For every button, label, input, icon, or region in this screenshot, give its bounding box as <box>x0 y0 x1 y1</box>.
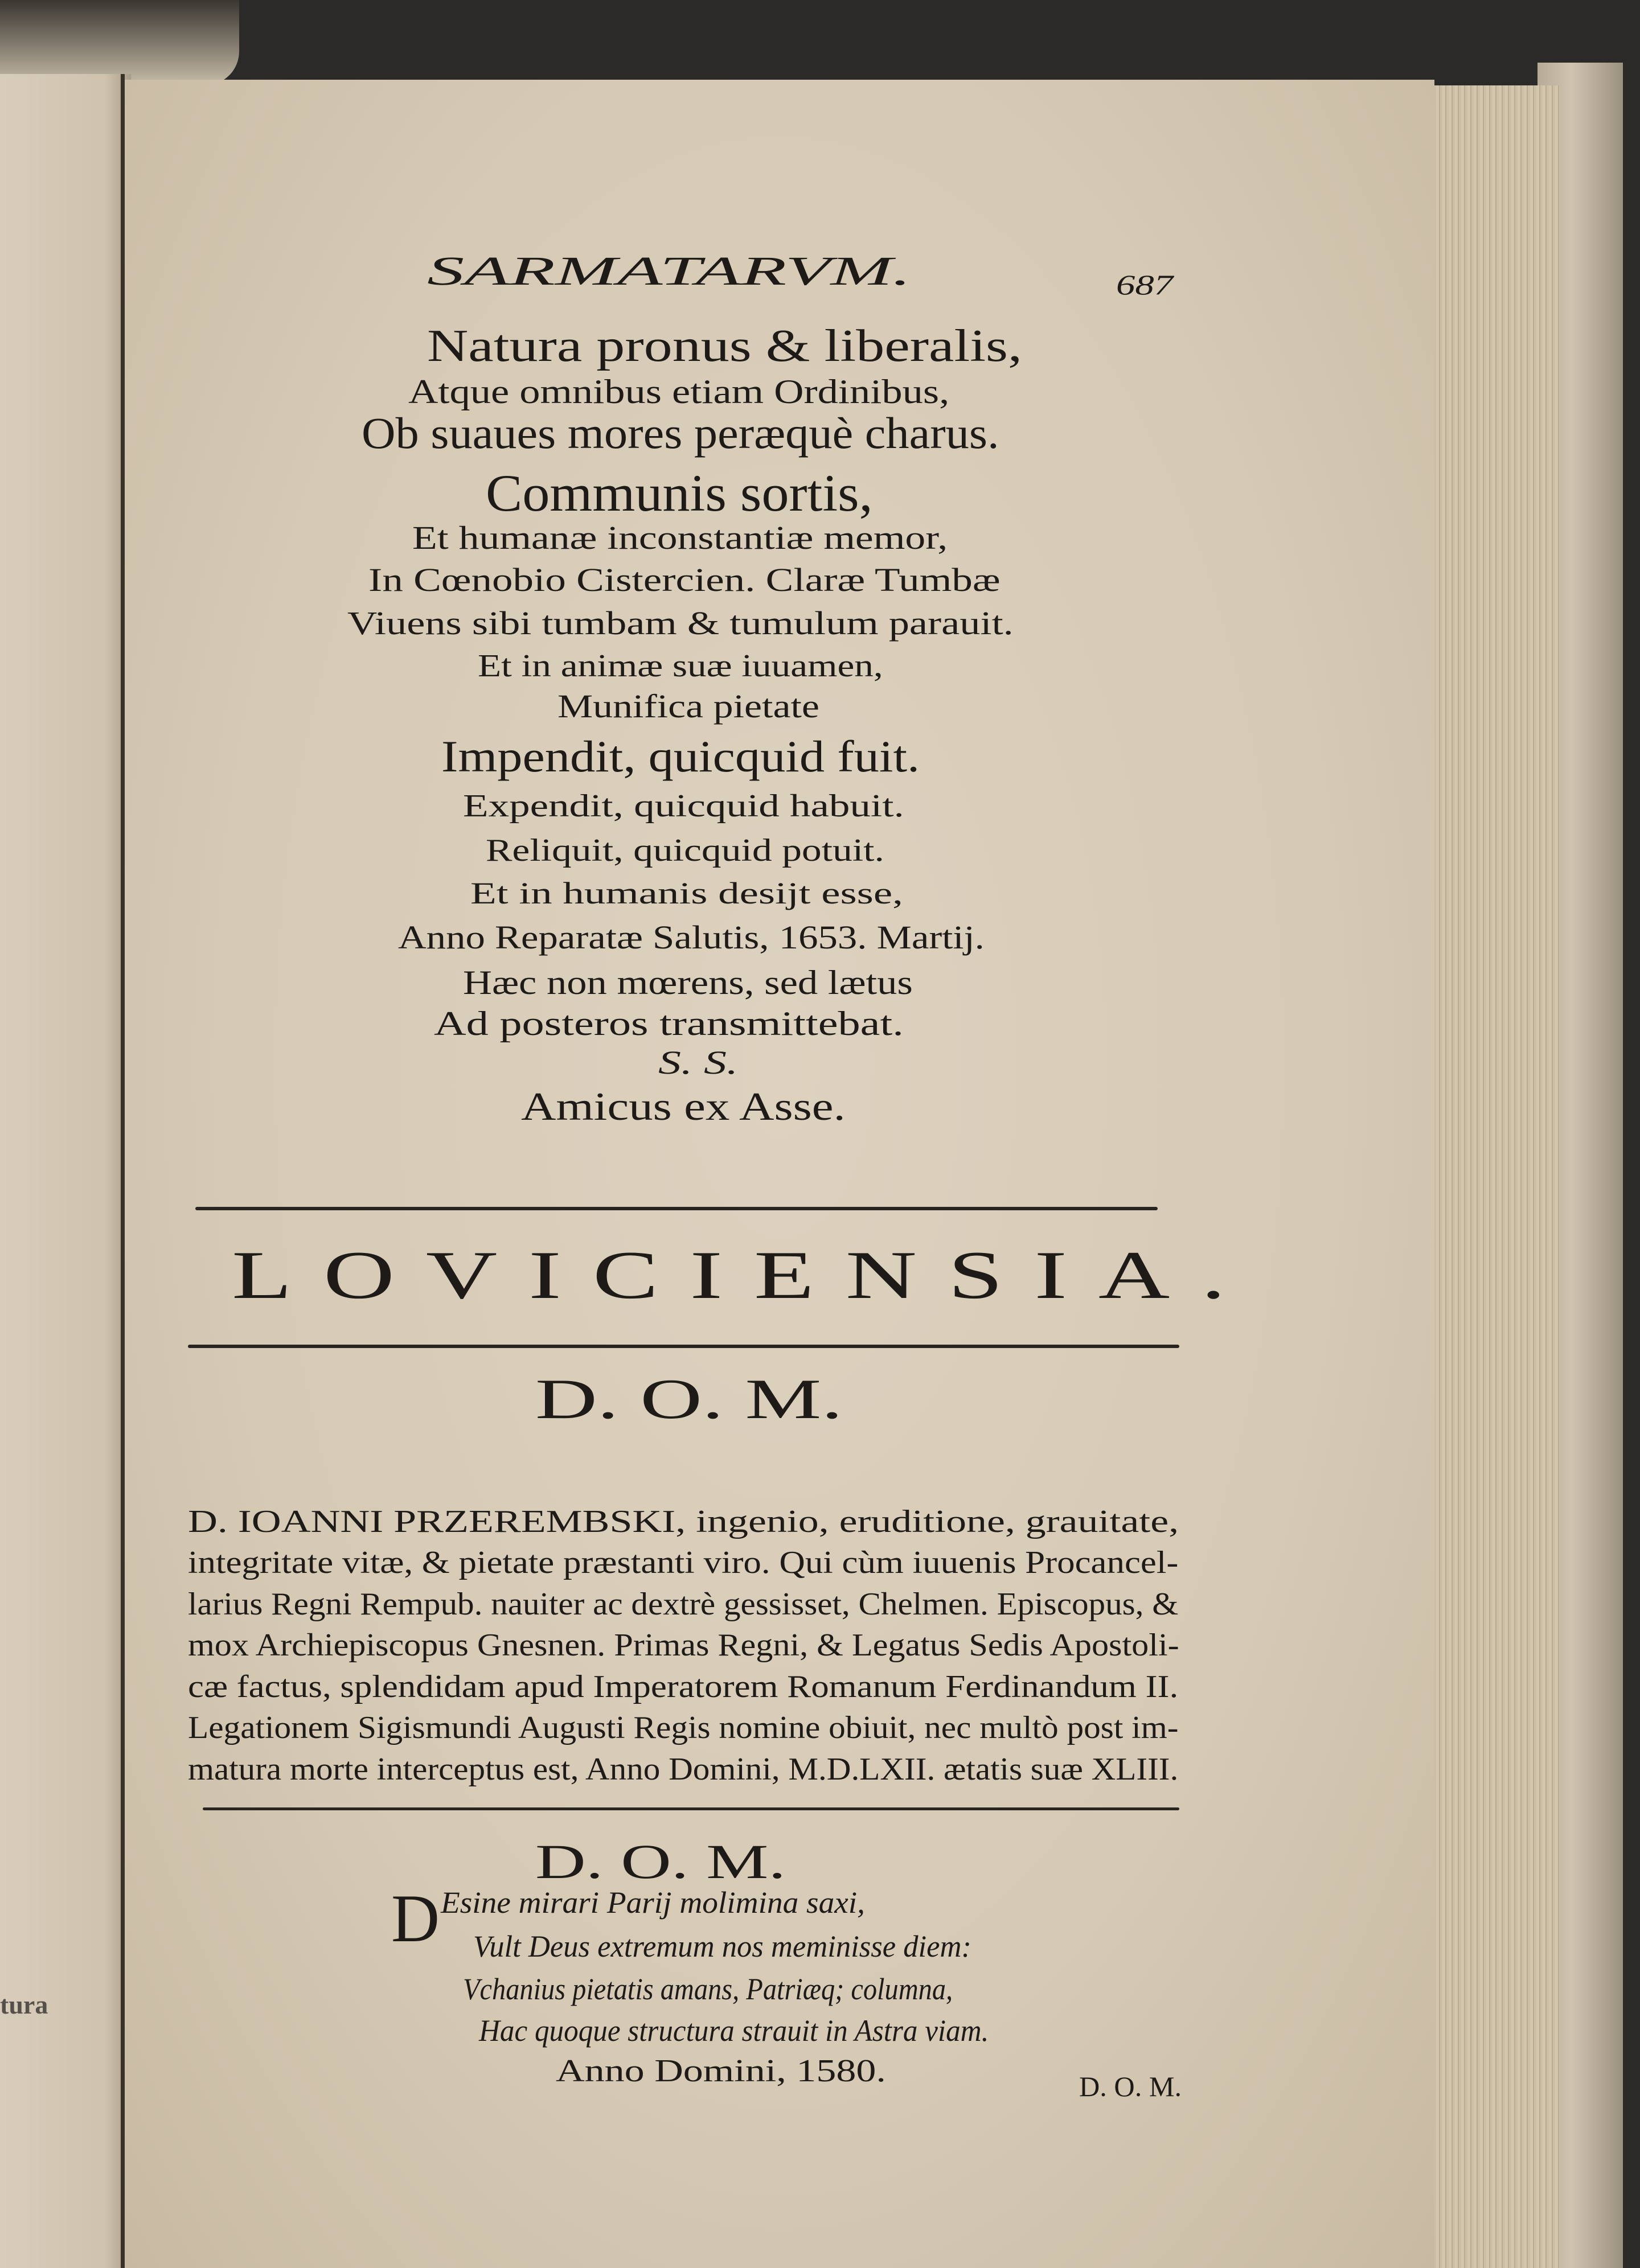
divider-rule <box>188 1345 1179 1348</box>
inscription-line: cæ factus, splendidam apud Imperatorem Romanum Ferdinandum II. <box>188 1669 1179 1704</box>
running-head: SARMATARVM. <box>427 248 911 294</box>
right-page <box>125 80 1434 2268</box>
book-gutter <box>121 74 125 2268</box>
epitaph-line: S. S. <box>658 1044 738 1081</box>
drop-cap-initial: D <box>391 1880 440 1956</box>
epitaph-line: Et in humanis desijt esse, <box>470 876 903 910</box>
epitaph-line: Ad posteros transmittebat. <box>434 1005 904 1042</box>
poem-line: Vult Deus extremum nos meminisse diem: <box>473 1929 971 1963</box>
inscription-line: larius Regni Rempub. nauiter ac dextrè gessisset, Chelmen. Episcopus, & <box>188 1587 1179 1622</box>
epitaph-line: Amicus ex Asse. <box>521 1085 846 1129</box>
page-edges <box>1424 85 1560 2268</box>
poem-line: Hac quoque structura strauit in Astra viam. <box>479 2014 989 2048</box>
epitaph-line: Impendit, quicquid fuit. <box>441 732 920 781</box>
inscription-line: D. IOANNI PRZEREMBSKI, ingenio, eruditione, grauitate, <box>188 1504 1179 1539</box>
poem-line: Esine mirari Parij molimina saxi, <box>441 1885 865 1920</box>
inscription-heading: D. O. M. <box>535 1834 786 1889</box>
inscription-line: mox Archiepiscopus Gnesnen. Primas Regni, & Legatus Sedis Apostoli- <box>188 1628 1179 1663</box>
inscription-line: matura morte interceptus est, Anno Domini, M.D.LXII. ætatis suæ XLIII. <box>188 1752 1179 1787</box>
epitaph-line: Ob suaues mores peræquè charus. <box>362 408 999 458</box>
epitaph-line: Communis sortis, <box>486 464 873 522</box>
left-page <box>0 74 131 2268</box>
inscription-line: Legationem Sigismundi Augusti Regis nomine obiuit, nec multò post im- <box>188 1710 1179 1745</box>
epitaph-line: Munifica pietate <box>557 688 819 725</box>
divider-rule <box>203 1807 1179 1810</box>
epitaph-line: Viuens sibi tumbam & tumulum parauit. <box>347 605 1014 642</box>
catchword: D. O. M. <box>1079 2070 1182 2102</box>
epitaph-line: Hæc non mœrens, sed lætus <box>463 964 913 1001</box>
section-title: LOVICIENSIA. <box>232 1237 1257 1313</box>
epitaph-line: Et humanæ inconstantiæ memor, <box>412 519 948 556</box>
page-number: 687 <box>1116 269 1173 301</box>
divider-rule <box>195 1207 1158 1210</box>
epitaph-line: Anno Reparatæ Salutis, 1653. Martij. <box>398 919 985 956</box>
poem-date: Anno Domini, 1580. <box>556 2053 886 2089</box>
inscription-heading: D. O. M. <box>535 1367 843 1431</box>
book-top-edge <box>0 0 239 85</box>
epitaph-line: Natura pronus & liberalis, <box>427 321 1023 371</box>
epitaph-line: Reliquit, quicquid potuit. <box>486 833 884 868</box>
inscription-line: integritate vitæ, & pietate præstanti viro. Qui cùm iuuenis Procancel- <box>188 1545 1179 1580</box>
poem-line: Vchanius pietatis amans, Patriæq; columna, <box>463 1972 953 2006</box>
epitaph-line: Atque omnibus etiam Ordinibus, <box>408 373 950 410</box>
epitaph-line: In Cœnobio Cistercien. Claræ Tumbæ <box>368 561 1001 598</box>
epitaph-line: Expendit, quicquid habuit. <box>463 788 904 824</box>
left-page-fragment: tura <box>0 1990 48 2019</box>
epitaph-line: Et in animæ suæ iuuamen, <box>478 648 883 684</box>
